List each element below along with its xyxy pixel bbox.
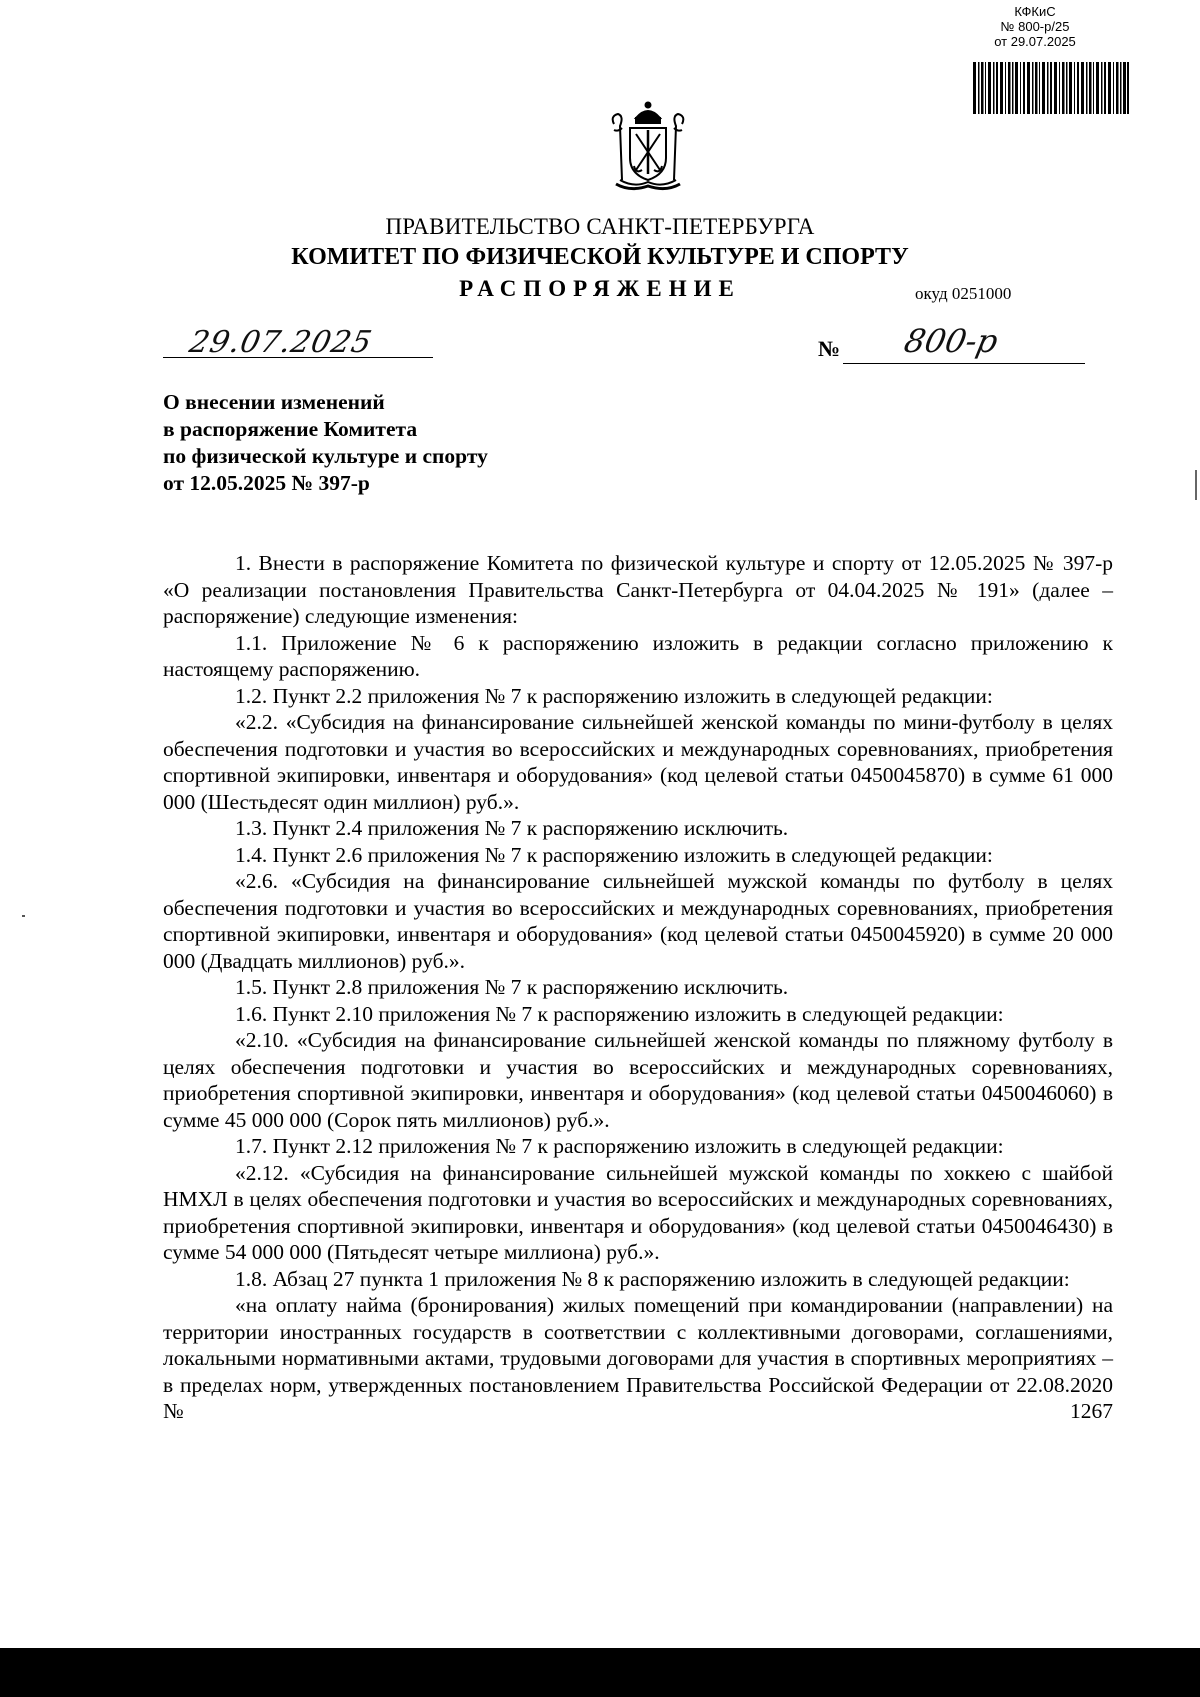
committee-heading: КОМИТЕТ ПО ФИЗИЧЕСКОЙ КУЛЬТУРЕ И СПОРТУ: [291, 244, 909, 270]
paragraph: «2.10. «Субсидия на финансирование сильнейшей женской команды по пляжному футболу в целях обеспечения подготовки и участия во всероссийских и международных соревнованиях, приобретения спортивной экипировки, инвентаря и оборудования» (код целевой статьи 0450046060) в сумме 45 000 000 (Сорок пять миллионов) руб.».: [163, 1028, 1113, 1132]
paragraph: 1.6. Пункт 2.10 приложения № 7 к распоряжению изложить в следующей редакции:: [235, 1001, 1004, 1026]
saint-petersburg-coat-of-arms-icon: [600, 100, 696, 196]
handwritten-number: 800-р: [900, 322, 1002, 360]
handwritten-date: 29.07.2025: [186, 325, 376, 360]
number-label: №: [818, 336, 841, 361]
barcode-icon: [973, 62, 1129, 114]
government-heading: ПРАВИТЕЛЬСТВО САНКТ-ПЕТЕРБУРГА: [385, 214, 815, 239]
subject-line: по физической культуре и спорту: [163, 444, 488, 468]
paragraph: «2.12. «Субсидия на финансирование сильнейшей мужской команды по хоккею с шайбой НМХЛ в целях обеспечения подготовки и участия во всероссийских и международных соревнованиях, приобретения спортивной экипировки, инвентаря и оборудования» (код целевой статьи 0450046430) в сумме 54 000 000 (Пятьдесят четыре миллиона) руб.».: [163, 1160, 1113, 1264]
paragraph: 1.8. Абзац 27 пункта 1 приложения № 8 к распоряжению изложить в следующей редакции:: [235, 1266, 1070, 1291]
paragraph: 1.1. Приложение № 6 к распоряжению изложить в редакции согласно приложению к настоящему распоряжению.: [163, 630, 1113, 681]
document-body: [163, 550, 1113, 1425]
subject-line: О внесении изменений: [163, 390, 385, 414]
registration-stamp: [965, 4, 1105, 49]
paragraph: «на оплату найма (бронирования) жилых помещений при командировании (направлении) на территории иностранных государств в соответствии с коллективными договорами, соглашениями, локальными нормативными актами, трудовыми договорами для участия в спортивных мероприятиях – в пределах норм, утвержденных постановлением Правительства Российской Федерации от 22.08.2020 № 1267: [163, 1293, 1113, 1423]
date-underline: [163, 357, 433, 358]
stamp-org: КФКиС: [1014, 4, 1056, 19]
scan-artifact: [1195, 470, 1197, 500]
scan-artifact: [22, 915, 25, 917]
subject-line: от 12.05.2025 № 397-р: [163, 471, 370, 495]
stamp-date: от 29.07.2025: [994, 34, 1076, 49]
okud-code: окуд 0251000: [915, 284, 1012, 303]
paragraph: 1.2. Пункт 2.2 приложения № 7 к распоряжению изложить в следующей редакции:: [235, 683, 993, 708]
paragraph: «2.6. «Субсидия на финансирование сильнейшей мужской команды по футболу в целях обеспечения подготовки и участия во всероссийских и международных соревнованиях, приобретения спортивной экипировки, инвентаря и оборудования» (код целевой статьи 0450045920) в сумме 20 000 000 (Двадцать миллионов) руб.».: [163, 869, 1113, 973]
paragraph: 1.4. Пункт 2.6 приложения № 7 к распоряжению изложить в следующей редакции:: [235, 842, 993, 867]
subject-line: в распоряжение Комитета: [163, 417, 418, 441]
paragraph: 1.7. Пункт 2.12 приложения № 7 к распоряжению изложить в следующей редакции:: [235, 1134, 1004, 1158]
document-type-heading: РАСПОРЯЖЕНИЕ: [459, 276, 741, 301]
number-underline: [843, 363, 1085, 364]
scan-bottom-edge: [0, 1648, 1200, 1697]
paragraph: 1. Внести в распоряжение Комитета по физической культуре и спорту от 12.05.2025 № 397-р «О реализации постановления Правительства Санкт-Петербурга от 04.04.2025 № 191» (далее – распоряжение) следующие изменения:: [163, 551, 1113, 628]
paragraph: 1.5. Пункт 2.8 приложения № 7 к распоряжению исключить.: [235, 975, 789, 999]
paragraph: 1.3. Пункт 2.4 приложения № 7 к распоряжению исключить.: [235, 816, 789, 840]
document-subject: [163, 389, 488, 497]
stamp-number: № 800-р/25: [1000, 19, 1070, 34]
paragraph: «2.2. «Субсидия на финансирование сильнейшей женской команды по мини-футболу в целях обеспечения подготовки и участия во всероссийских и международных соревнованиях, приобретения спортивной экипировки, инвентаря и оборудования» (код целевой статьи 0450045870) в сумме 61 000 000 (Шестьдесят один миллион) руб.».: [163, 710, 1113, 814]
